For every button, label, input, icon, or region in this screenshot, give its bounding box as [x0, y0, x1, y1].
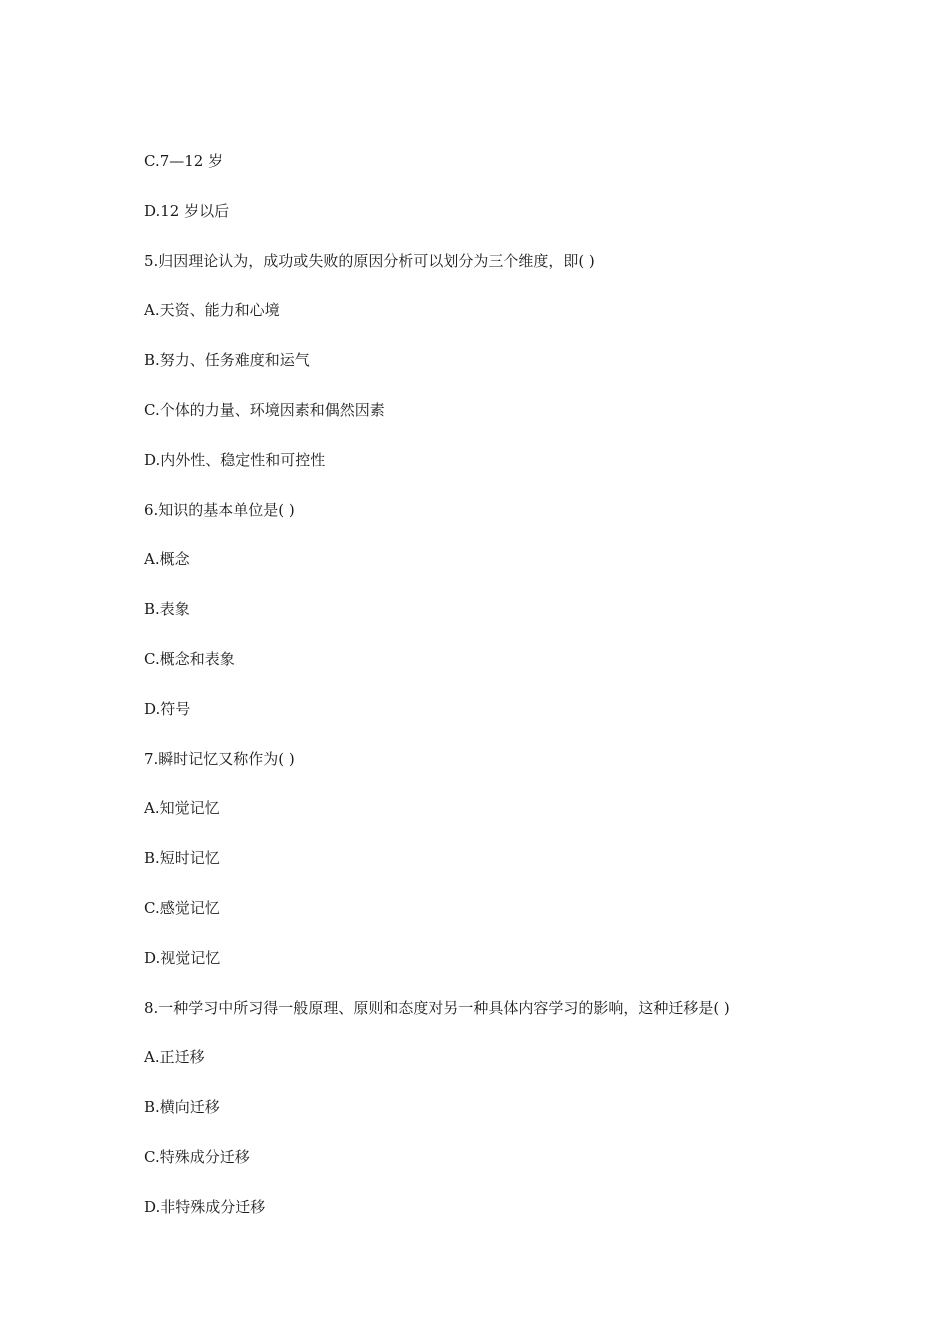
question-5-option-b: B.努力、任务难度和运气	[144, 351, 310, 370]
question-6-option-d: D.符号	[144, 699, 191, 718]
question-6-text: 6.知识的基本单位是( )	[144, 500, 295, 519]
question-7-option-a: A.知觉记忆	[144, 799, 220, 818]
option-d-text: D.12 岁以后	[144, 201, 230, 220]
question-5-text: 5.归因理论认为，成功或失败的原因分析可以划分为三个维度，即( )	[144, 251, 595, 270]
question-5-option-d: D.内外性、稳定性和可控性	[144, 450, 326, 469]
question-7-text: 7.瞬时记忆又称作为( )	[144, 749, 295, 768]
question-8-option-d: D.非特殊成分迁移	[144, 1197, 266, 1216]
question-6-option-a: A.概念	[144, 550, 190, 569]
question-6-option-b: B.表象	[144, 600, 190, 619]
question-7-option-c: C.感觉记忆	[144, 898, 220, 917]
question-8-text: 8.一种学习中所习得一般原理、原则和态度对另一种具体内容学习的影响，这种迁移是( )	[144, 998, 730, 1017]
question-5-option-a: A.天资、能力和心境	[144, 301, 280, 320]
question-8-option-c: C.特殊成分迁移	[144, 1147, 250, 1166]
question-list	[144, 148, 864, 1244]
question-8-option-b: B.横向迁移	[144, 1098, 220, 1117]
question-6-option-c: C.概念和表象	[144, 649, 235, 668]
question-8-option-a: A.正迁移	[144, 1048, 205, 1067]
question-7-option-d: D.视觉记忆	[144, 948, 221, 967]
question-7-option-b: B.短时记忆	[144, 849, 220, 868]
option-c-text: C.7—12 岁	[144, 152, 224, 170]
question-5-option-c: C.个体的力量、环境因素和偶然因素	[144, 400, 385, 419]
